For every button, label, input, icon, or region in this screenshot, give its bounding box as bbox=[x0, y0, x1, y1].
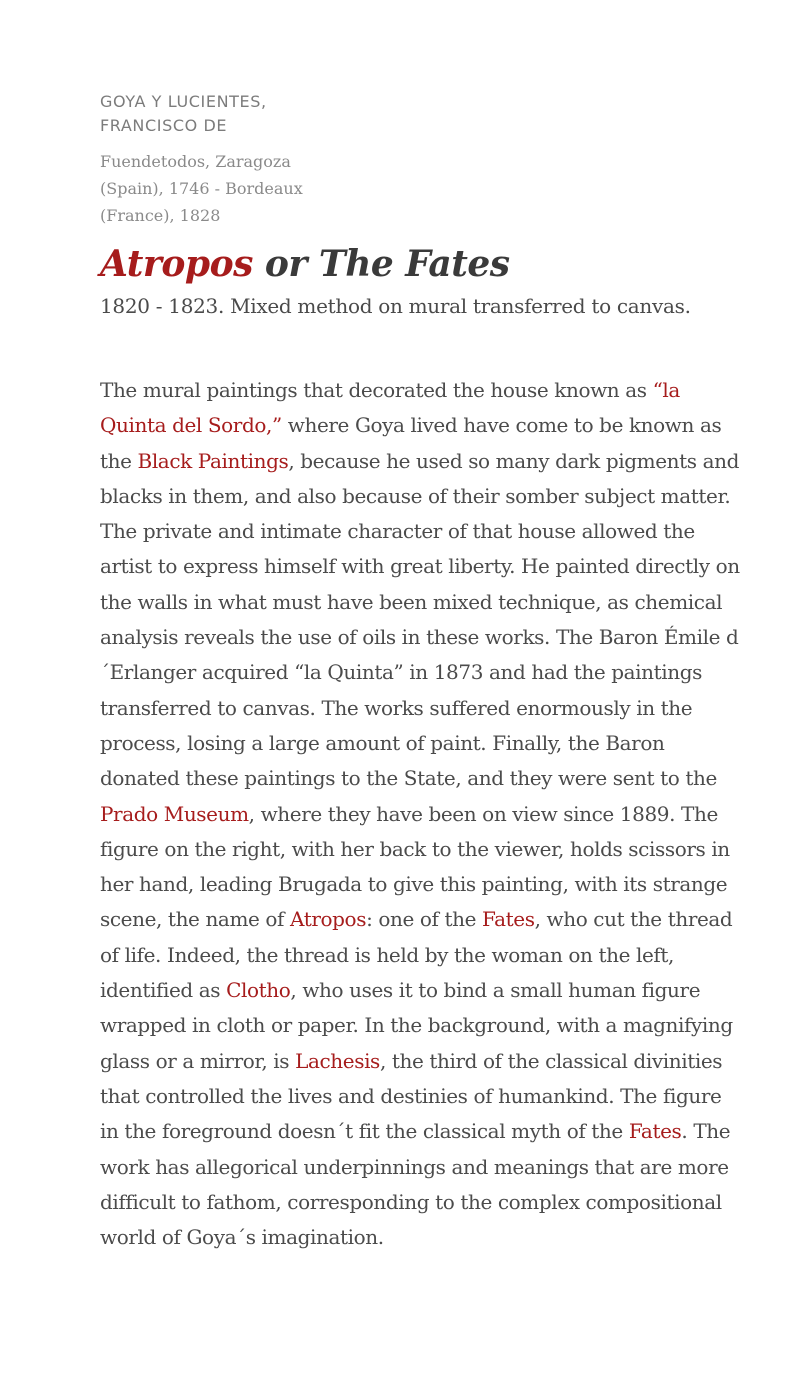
artwork-title-accent: Atropos bbox=[100, 243, 253, 285]
artwork-description bbox=[100, 373, 740, 1255]
artwork-title bbox=[100, 241, 740, 287]
description-text: , where they have been on view since 1889. The figure on the right, with her back to the viewer, holds scissors in her hand, leading Brugada to give this painting, with its strange scene, the name of bbox=[100, 801, 730, 932]
description-text: , who uses it to bind a small human figure wrapped in cloth or paper. In the background, with a magnifying glass or a mirror, is bbox=[100, 978, 733, 1073]
description-text: where Goya lived have come to be known as the bbox=[100, 413, 722, 473]
description-text: : one of the bbox=[366, 907, 482, 932]
link-fates[interactable]: Fates bbox=[628, 1119, 682, 1144]
link-quinta-del-sordo[interactable]: “la Quinta del Sordo,” bbox=[100, 378, 680, 438]
description-text: . The work has allegorical underpinnings and meanings that are more difficult to fathom, corresponding to the complex compositional world of Goya´s imagination. bbox=[100, 1119, 731, 1250]
link-atropos[interactable]: Atropos bbox=[290, 907, 367, 932]
description-text: The mural paintings that decorated the house known as bbox=[100, 378, 653, 402]
description-text: , because he used so many dark pigments and blacks in them, and also because of their somber subject matter. The private and intimate character of that house allowed the artist to express himself with great liberty. He painted directly on the walls in what must have been mixed technique, as chemical analysis reveals the use of oils in these works. The Baron Émile d´Erlanger acquired “la Quinta” in 1873 and had the paintings transferred to canvas. The works suffered enormously in the process, losing a large amount of paint. Finally, the Baron donated these paintings to the State, and they were sent to the bbox=[100, 448, 740, 791]
artwork-page bbox=[100, 90, 740, 1255]
link-fates[interactable]: Fates bbox=[482, 907, 535, 932]
artist-bio: Fuendetodos, Zaragoza (Spain), 1746 - Bordeaux (France), 1828 bbox=[100, 152, 303, 225]
link-clotho[interactable]: Clotho bbox=[226, 978, 291, 1003]
description-text: , the third of the classical divinities that controlled the lives and destinies of humankind. The figure in the foreground doesn´t fit the classical myth of the bbox=[100, 1048, 723, 1144]
artwork-subtitle: 1820 - 1823. Mixed method on mural transferred to canvas. bbox=[100, 294, 691, 318]
link-black-paintings[interactable]: Black Paintings bbox=[137, 448, 289, 473]
artist-name: GOYA Y LUCIENTES, FRANCISCO DE bbox=[100, 92, 267, 135]
artwork-title-rest: or The Fates bbox=[252, 243, 510, 285]
link-lachesis[interactable]: Lachesis bbox=[295, 1048, 380, 1073]
description-text: , who cut the thread of life. Indeed, the thread is held by the woman on the left, identified as bbox=[100, 907, 733, 1003]
link-prado-museum[interactable]: Prado Museum bbox=[100, 801, 249, 826]
